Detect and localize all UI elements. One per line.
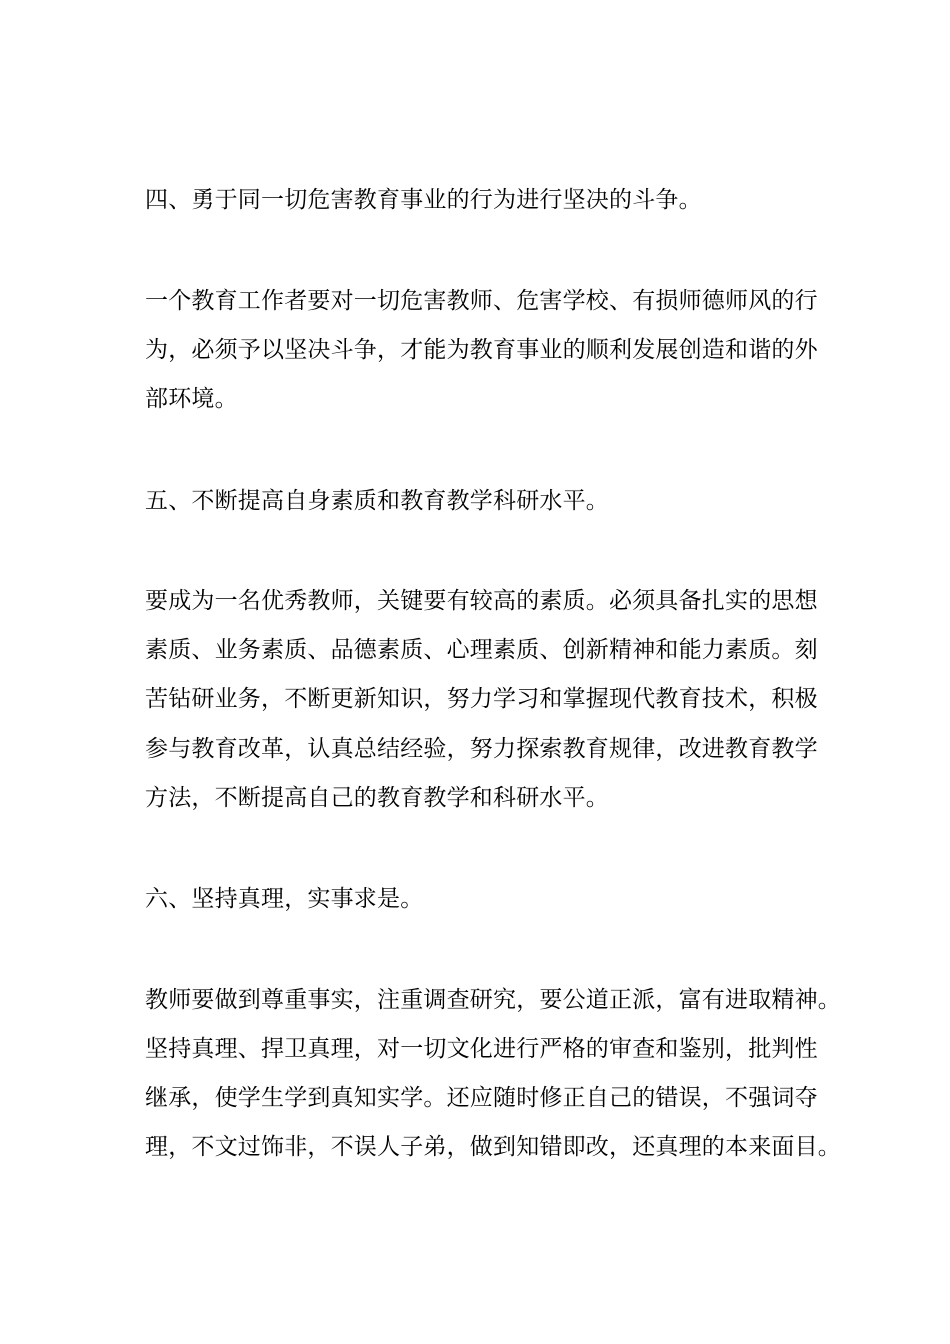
section-heading: 五、不断提高自身素质和教育教学科研水平。: [145, 488, 609, 514]
body-line: 苦钻研业务，不断更新知识，努力学习和掌握现代教育技术，积极: [145, 686, 818, 712]
body-line: 为，必须予以坚决斗争，才能为教育事业的顺利发展创造和谐的外: [145, 337, 818, 363]
section-heading: 六、坚持真理，实事求是。: [145, 886, 424, 912]
body-line: 一个教育工作者要对一切危害教师、危害学校、有损师德师风的行: [145, 288, 818, 314]
body-line: 教师要做到尊重事实，注重调查研究，要公道正派，富有进取精神。: [145, 987, 841, 1013]
body-line: 要成为一名优秀教师，关键要有较高的素质。必须具备扎实的思想: [145, 588, 818, 614]
body-line: 部环境。: [145, 386, 238, 412]
section-heading: 四、勇于同一切危害教育事业的行为进行坚决的斗争。: [145, 187, 702, 213]
body-line: 方法，不断提高自己的教育教学和科研水平。: [145, 785, 609, 811]
body-line: 继承，使学生学到真知实学。还应随时修正自己的错误，不强词夺: [145, 1085, 818, 1111]
body-line: 素质、业务素质、品德素质、心理素质、创新精神和能力素质。刻: [145, 637, 818, 663]
body-line: 参与教育改革，认真总结经验，努力探索教育规律，改进教育教学: [145, 736, 818, 762]
body-line: 坚持真理、捍卫真理，对一切文化进行严格的审查和鉴别，批判性: [145, 1036, 818, 1062]
body-line: 理，不文过饰非，不误人子弟，做到知错即改，还真理的本来面目。: [145, 1134, 841, 1160]
